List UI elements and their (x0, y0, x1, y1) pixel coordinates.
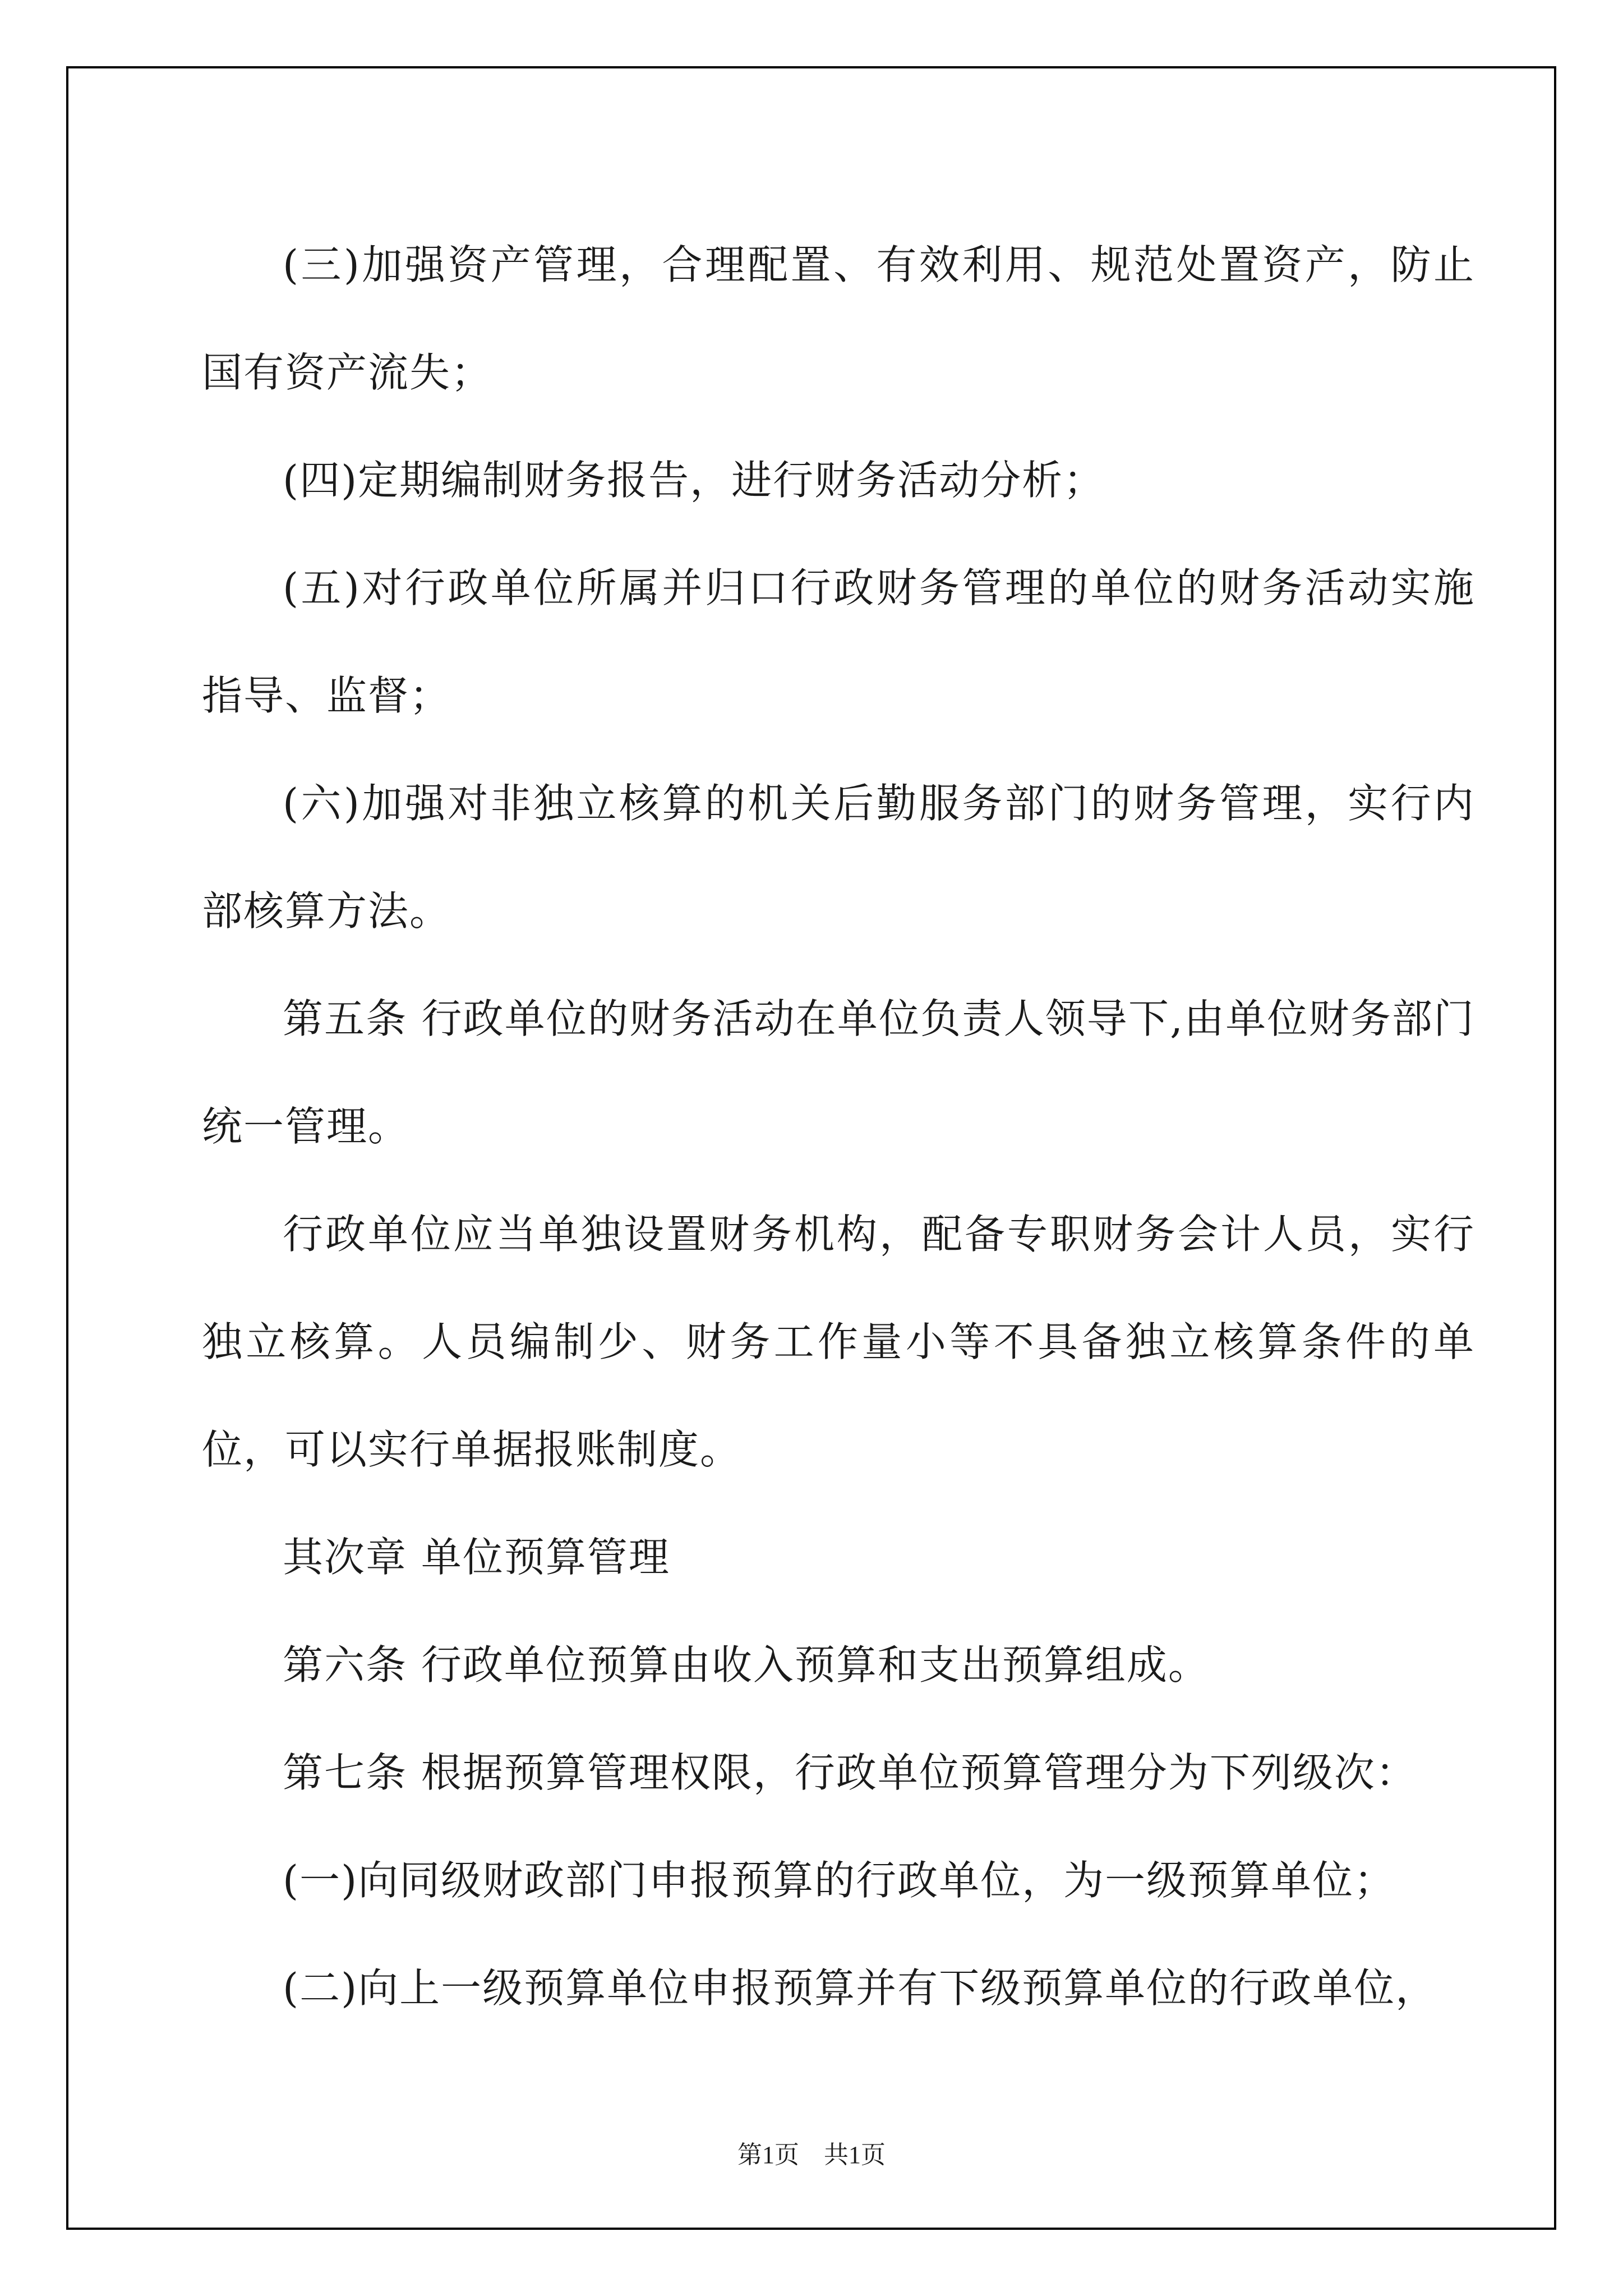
article-7: 第七条 根据预算管理权限，行政单位预算管理分为下列级次： (283, 1749, 1417, 1796)
paragraph-4-financial-report: (四)定期编制财务报告，进行财务活动分析； (283, 457, 1105, 504)
paragraph-6-internal-accounting: (六)加强对非独立核算的机关后勤服务部门的财务管理，实行内部核算方法。 (202, 780, 1475, 935)
item-1-first-level-unit: (一)向同级财政部门申报预算的行政单位，为一级预算单位； (283, 1857, 1396, 1904)
item-2-second-level-unit: (二)向上一级预算单位申报预算并有下级预算单位的行政单位， (283, 1964, 1437, 2012)
paragraph-finance-organization: 行政单位应当单独设置财务机构，配备专职财务会计人员，实行独立核算。人员编制少、财务工作量小等不具备独立核算条件的单位，可以实行单据报账制度。 (202, 1211, 1475, 1473)
article-5: 第五条 行政单位的财务活动在单位负责人领导下,由单位财务部门统一管理。 (202, 995, 1475, 1150)
paragraph-5-guidance: (五)对行政单位所属并归口行政财务管理的单位的财务活动实施指导、监督； (202, 564, 1475, 719)
chapter-heading: 其次章 单位预算管理 (283, 1534, 670, 1581)
page-number-footer: 第1页 共1页 (737, 2141, 886, 2169)
article-6: 第六条 行政单位预算由收入预算和支出预算组成。 (283, 1641, 1210, 1688)
paragraph-3-asset-management: (三)加强资产管理，合理配置、有效利用、规范处置资产，防止国有资产流失； (202, 241, 1475, 396)
